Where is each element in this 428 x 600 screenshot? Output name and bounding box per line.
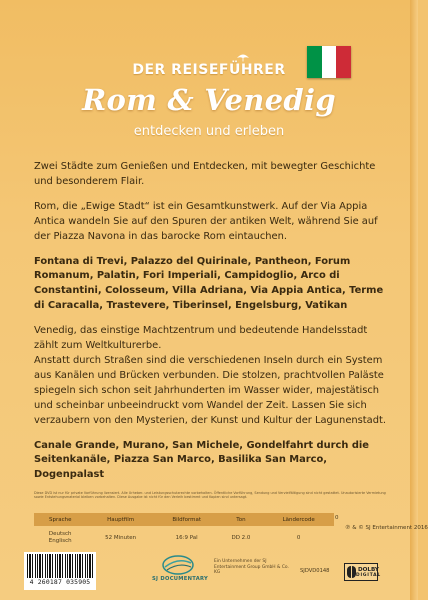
venice-paragraph-2: Anstatt durch Straßen sind die verschiedenen Inseln durch ein System aus Kanälen und Brücken verbunden. Die stolzen, prachtvollen Paläste spiegeln sich schon seit Jahrhunderten im Wasser wider, majestätisch und scheinbar unbeeindruckt vom Wandel der Zeit. Lassen Sie sich verzaubern von den Mysterien, der Kunst und Kultur der Lagunenstadt. bbox=[34, 354, 386, 426]
fsk-rating: 0 bbox=[335, 515, 339, 521]
barcode-number: 4 260187 035905 bbox=[29, 578, 91, 586]
globe-logo-icon bbox=[161, 554, 195, 576]
umbrella-icon bbox=[236, 52, 250, 62]
copyright-notice: ℗ & © SJ Entertainment 2016 bbox=[345, 525, 428, 531]
header-ton: Ton bbox=[236, 516, 246, 523]
cell-bildformat: 16:9 Pal bbox=[175, 535, 198, 541]
barcode bbox=[24, 552, 96, 590]
barcode-bars-icon bbox=[27, 554, 93, 578]
catalog-number: SJDVD0148 bbox=[300, 568, 330, 574]
table-row bbox=[34, 526, 334, 550]
cell-hauptfilm: 52 Minuten bbox=[105, 535, 137, 541]
rome-paragraph: Rom, die „Ewige Stadt“ ist ein Gesamtkunstwerk. Auf der Via Appia Antica wandeln Sie auf den Spuren der antiken Welt, während Sie auf der Piazza Navona in das barocke Rom eintauchen. bbox=[34, 200, 378, 242]
dolby-word: DOLBY bbox=[357, 566, 379, 573]
header-sprache: Sprache bbox=[48, 516, 72, 523]
language-german: Deutsch bbox=[48, 531, 72, 537]
digital-word: DIGITAL bbox=[356, 572, 381, 578]
venice-highlights: Canale Grande, Murano, San Michele, Gondelfahrt durch die Seitenkanäle, Piazza San Marco, Basilika San Marco, Dogenpalast bbox=[34, 439, 369, 481]
dolby-digital-logo bbox=[344, 563, 381, 581]
header-hauptfilm: Hauptfilm bbox=[107, 516, 135, 523]
brand-title: DER REISEFÜHRER bbox=[132, 62, 286, 78]
venice-paragraph-1: Venedig, das einstige Machtzentrum und bedeutende Handelsstadt zählt zum Weltkulturerbe. bbox=[34, 325, 368, 352]
company-info: Ein Unternehmen der SJ Entertainment Group GmbH & Co. KG bbox=[214, 559, 289, 576]
page-title: Rom & Venedig bbox=[82, 83, 336, 117]
header-bildformat: Bildformat bbox=[172, 516, 201, 523]
logo-label: SJ DOCUMENTARY bbox=[152, 576, 209, 582]
cell-laendercode: 0 bbox=[296, 535, 301, 541]
header-laendercode: Ländercode bbox=[282, 516, 315, 523]
intro-paragraph: Zwei Städte zum Genießen und Entdecken, mit bewegter Geschichte und besonderem Flair. bbox=[34, 161, 376, 187]
table-header-row bbox=[34, 513, 334, 526]
technical-info-table bbox=[34, 513, 334, 550]
dolby-double-d-icon bbox=[347, 566, 356, 578]
page-subtitle: entdecken und erleben bbox=[133, 124, 285, 139]
language-english: Englisch bbox=[48, 538, 72, 544]
cell-ton: DD 2.0 bbox=[231, 535, 251, 541]
legal-notice: Diese DVD ist nur für private Vorführung lizensiert. Alle Urheber- und Leistungsschutzrechte vorbehalten. Öffentliche Vorführung, Sendung und Vervielfältigung sind nicht gestattet. Unautorisierte Vermietung sowie Entstehungsmaterial bleiben vorbehalten. Diese Ausgabe ist nicht für den Verleih bestimmt und Kopien sind untersagt. bbox=[34, 491, 386, 500]
cell-languages bbox=[34, 526, 86, 550]
sj-documentary-logo bbox=[152, 554, 209, 586]
description-text bbox=[34, 160, 386, 493]
rome-highlights: Fontana di Trevi, Palazzo del Quirinale, Pantheon, Forum Romanum, Palatin, Fori Imperiali, Campidoglio, Arco di Constantini, Colosseum, Villa Adriana, Via Appia Antica, Terme di Caracalla, Trastevere, Tiberinsel, Engelsburg, Vatikan bbox=[34, 255, 384, 312]
